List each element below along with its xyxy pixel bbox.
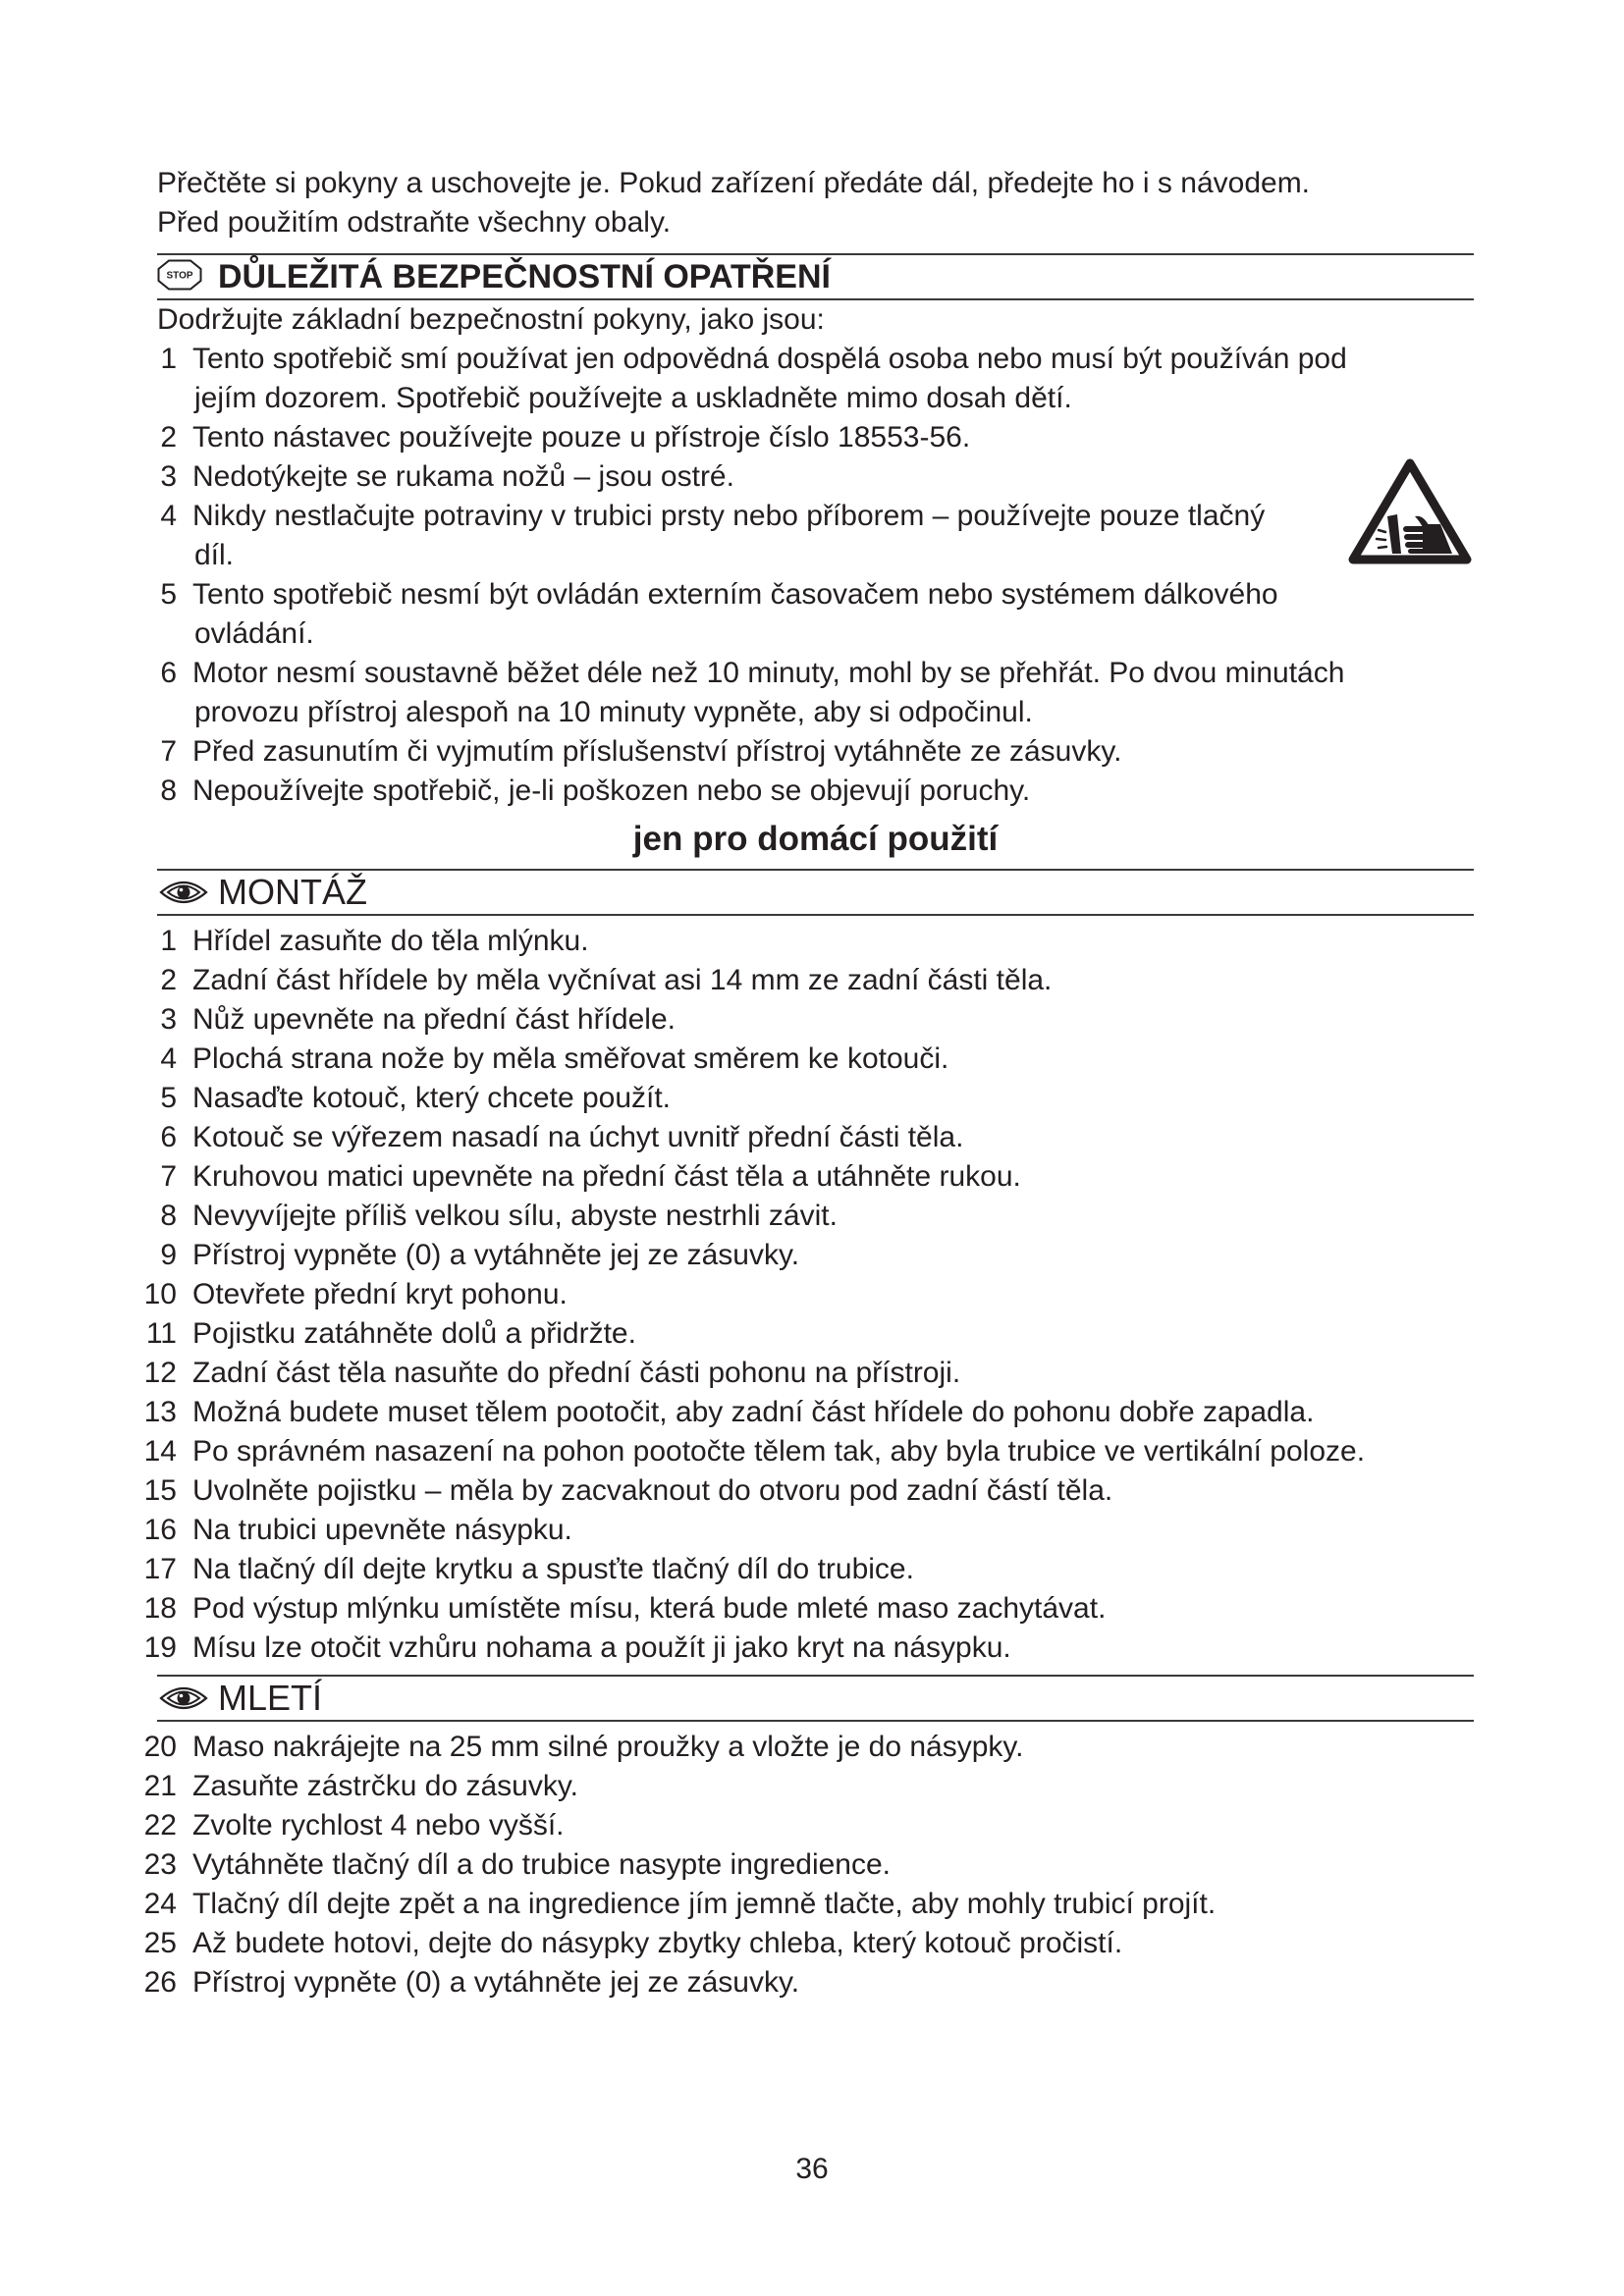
item-text: Až budete hotovi, dejte do násypky zbytky chleba, který kotouč pročistí. <box>192 1927 1123 1959</box>
list-item <box>157 1079 1474 1118</box>
intro-line: Před použitím odstraňte všechny obaly. <box>157 206 672 239</box>
item-text: Uvolněte pojistku – měla by zacvaknout do otvoru pod zadní částí těla. <box>192 1474 1113 1507</box>
safety-lead: Dodržujte základní bezpečnostní pokyny, jako jsou: <box>157 303 825 336</box>
item-number: 24 <box>143 1888 177 1920</box>
item-number: 4 <box>160 500 177 532</box>
item-text: Přístroj vypněte (0) a vytáhněte jej ze zásuvky. <box>192 1239 800 1271</box>
list-item <box>143 1885 1474 1924</box>
item-number: 22 <box>143 1809 177 1842</box>
list-item <box>143 1432 1474 1471</box>
item-text: Kruhovou matici upevněte na přední část těla a utáhněte rukou. <box>192 1160 1021 1193</box>
item-text: Nevyvíjejte příliš velkou sílu, abyste nestrhli závit. <box>192 1200 838 1232</box>
item-text: jejím dozorem. Spotřebič používejte a uskladněte mimo dosah dětí. <box>194 382 1072 414</box>
list-item <box>157 418 1474 457</box>
item-text: Na tlačný díl dejte krytku a spusťte tlačný díl do trubice. <box>192 1553 914 1585</box>
item-number: 3 <box>160 1003 177 1036</box>
item-number: 20 <box>143 1731 177 1763</box>
item-number: 8 <box>160 774 177 807</box>
list-item <box>157 1157 1474 1197</box>
item-number: 16 <box>143 1514 177 1546</box>
item-text: Zvolte rychlost 4 nebo vyšší. <box>192 1809 565 1842</box>
item-text: Pod výstup mlýnku umístěte mísu, která bude mleté maso zachytávat. <box>192 1592 1107 1625</box>
section-title: MONTÁŽ <box>218 872 367 912</box>
item-number: 10 <box>143 1278 177 1310</box>
list-item <box>145 1314 1474 1354</box>
item-number: 3 <box>160 460 177 493</box>
item-text: Motor nesmí soustavně běžet déle než 10 minuty, mohl by se přehřát. Po dvou minutách <box>192 657 1345 689</box>
safety-list <box>157 340 1474 811</box>
item-text: Kotouč se výřezem nasadí na úchyt uvnitř přední části těla. <box>192 1121 964 1153</box>
list-item <box>143 1806 1474 1845</box>
list-item <box>143 1275 1474 1314</box>
item-text: Zasuňte zástrčku do zásuvky. <box>192 1770 578 1802</box>
item-number: 6 <box>160 657 177 689</box>
item-number: 17 <box>143 1553 177 1585</box>
item-text: Zadní část hřídele by měla vyčnívat asi 14 mm ze zadní části těla. <box>192 964 1053 996</box>
item-text: Vytáhněte tlačný díl a do trubice nasypte ingredience. <box>192 1848 892 1881</box>
household-use-note: jen pro domácí použití <box>632 820 999 858</box>
list-item <box>157 772 1474 811</box>
item-number: 15 <box>143 1474 177 1507</box>
item-text: Mísu lze otočit vzhůru nohama a použít ji jako kryt na násypku. <box>192 1631 1011 1664</box>
item-text: Maso nakrájejte na 25 mm silné proužky a vložte je do násypky. <box>192 1731 1024 1763</box>
assembly-list <box>143 922 1474 1668</box>
list-item <box>143 1629 1474 1668</box>
item-text: ovládání. <box>194 617 314 650</box>
item-text: Plochá strana nože by měla směřovat směrem ke kotouči. <box>192 1042 949 1075</box>
list-item <box>143 1924 1474 1963</box>
item-text: Nepoužívejte spotřebič, je-li poškozen nebo se objevují poruchy. <box>192 774 1031 807</box>
item-number: 4 <box>160 1042 177 1075</box>
item-number: 6 <box>160 1121 177 1153</box>
list-item <box>143 1471 1474 1511</box>
stop-icon <box>157 259 202 291</box>
item-text: Tlačný díl dejte zpět a na ingredience jím jemně tlačte, aby mohly trubicí projít. <box>192 1888 1217 1920</box>
list-item <box>157 497 1474 575</box>
list-item <box>143 1354 1474 1393</box>
item-number: 5 <box>160 578 177 611</box>
item-text: Tento spotřebič smí používat jen odpovědná dospělá osoba nebo musí být používán pod <box>192 343 1347 375</box>
intro-line: Přečtěte si pokyny a uschovejte je. Pokud zařízení předáte dál, předejte ho i s návodem. <box>157 167 1311 199</box>
list-item <box>143 1767 1474 1806</box>
list-item <box>143 1550 1474 1589</box>
list-item <box>157 922 1474 961</box>
section-title: MLETÍ <box>218 1678 323 1718</box>
item-number: 7 <box>160 735 177 768</box>
item-number: 26 <box>143 1966 177 1999</box>
page-content <box>143 164 1474 2002</box>
list-item <box>143 1845 1474 1885</box>
item-number: 14 <box>143 1435 177 1468</box>
list-item <box>143 1393 1474 1432</box>
item-text: Přístroj vypněte (0) a vytáhněte jej ze zásuvky. <box>192 1966 800 1999</box>
list-item <box>157 1040 1474 1079</box>
eye-icon <box>159 1684 208 1712</box>
page-number: 36 <box>795 2153 829 2185</box>
item-text: Před zasunutím či vyjmutím příslušenství přístroj vytáhněte ze zásuvky. <box>192 735 1122 768</box>
list-item <box>157 961 1474 1000</box>
item-number: 19 <box>143 1631 177 1664</box>
item-text: Nasaďte kotouč, který chcete použít. <box>192 1082 672 1114</box>
item-number: 25 <box>143 1927 177 1959</box>
item-number: 2 <box>160 964 177 996</box>
item-number: 2 <box>160 421 177 454</box>
item-number: 9 <box>160 1239 177 1271</box>
item-number: 12 <box>143 1357 177 1389</box>
list-item <box>143 1963 1474 2002</box>
item-number: 1 <box>160 925 177 957</box>
eye-icon <box>159 879 208 906</box>
item-number: 5 <box>160 1082 177 1114</box>
item-text: Otevřete přední kryt pohonu. <box>192 1278 568 1310</box>
item-text: Zadní část těla nasuňte do přední části pohonu na přístroji. <box>192 1357 961 1389</box>
item-number: 21 <box>143 1770 177 1802</box>
item-text: Nedotýkejte se rukama nožů – jsou ostré. <box>192 460 734 493</box>
item-text: Po správném nasazení na pohon pootočte tělem tak, aby byla trubice ve vertikální poloze. <box>192 1435 1366 1468</box>
item-number: 23 <box>143 1848 177 1881</box>
item-number: 13 <box>143 1396 177 1428</box>
item-number: 1 <box>160 343 177 375</box>
item-text: Tento spotřebič nesmí být ovládán externím časovačem nebo systémem dálkového <box>192 578 1278 611</box>
list-item <box>157 654 1474 732</box>
safety-heading <box>157 253 1474 300</box>
item-text: díl. <box>194 539 235 571</box>
list-item <box>157 457 1474 497</box>
list-item <box>157 1236 1474 1275</box>
item-text: Nikdy nestlačujte potraviny v trubici prsty nebo příborem – používejte pouze tlačný <box>192 500 1266 532</box>
item-text: Pojistku zatáhněte dolů a přidržte. <box>192 1317 636 1350</box>
item-text: Na trubici upevněte násypku. <box>192 1514 572 1546</box>
hand-cut-warning-icon <box>1346 455 1474 567</box>
item-number: 18 <box>143 1592 177 1625</box>
list-item <box>157 575 1474 654</box>
item-number: 11 <box>145 1317 177 1350</box>
list-item <box>157 1197 1474 1236</box>
mincing-heading <box>157 1675 1474 1722</box>
list-item <box>143 1728 1474 1767</box>
list-item <box>143 1589 1474 1629</box>
list-item <box>157 1000 1474 1040</box>
list-item <box>143 1511 1474 1550</box>
item-text: Nůž upevněte na přední část hřídele. <box>192 1003 676 1036</box>
stop-icon-label: STOP <box>166 270 193 282</box>
item-number: 7 <box>160 1160 177 1193</box>
item-text: Hřídel zasuňte do těla mlýnku. <box>192 925 589 957</box>
item-number: 8 <box>160 1200 177 1232</box>
item-text: provozu přístroj alespoň na 10 minuty vypněte, aby si odpočinul. <box>194 696 1033 728</box>
list-item <box>157 1118 1474 1157</box>
list-item <box>157 732 1474 772</box>
item-text: Tento nástavec používejte pouze u přístroje číslo 18553-56. <box>192 421 971 454</box>
list-item <box>157 340 1474 418</box>
item-text: Možná budete muset tělem pootočit, aby zadní část hřídele do pohonu dobře zapadla. <box>192 1396 1315 1428</box>
mincing-list <box>143 1728 1474 2002</box>
section-title: DŮLEŽITÁ BEZPEČNOSTNÍ OPATŘENÍ <box>218 258 831 295</box>
assembly-heading <box>157 869 1474 916</box>
